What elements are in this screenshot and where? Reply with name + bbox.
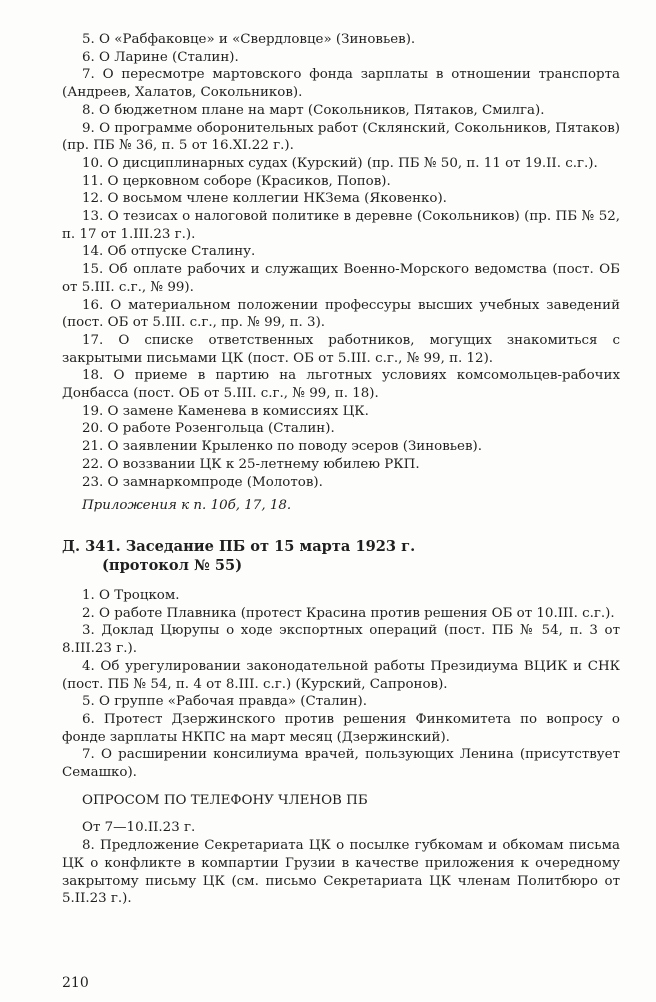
- agenda-item: 14. Об отпуске Сталину.: [82, 244, 256, 260]
- agenda-item: 6. Протест Дзержинского против решения Финкомитета по вопросу о фонде зарплаты НКПС на март месяц (Дзержинский).: [62, 711, 620, 745]
- heading-line-2: (протокол № 55): [102, 556, 243, 574]
- agenda-list-continued: [62, 31, 620, 491]
- page-body: [62, 31, 620, 908]
- agenda-item: 7. О пересмотре мартовского фонда зарплаты в отношении транспорта (Андреев, Халатов, Сокольников).: [62, 67, 620, 101]
- agenda-item: 5. О «Рабфаковце» и «Свердловце» (Зиновьев).: [82, 32, 416, 47]
- agenda-item: 22. О воззвании ЦК к 25-летнему юбилею РКП.: [82, 456, 420, 472]
- agenda-item: 12. О восьмом члене коллегии НКЗема (Яковенко).: [82, 191, 447, 207]
- document-heading: [62, 537, 620, 575]
- agenda-item: 18. О приеме в партию на льготных условиях комсомольцев-рабочих Донбасса (пост. ОБ от 5.III. с.г., № 99, п. 18).: [62, 368, 620, 402]
- agenda-item: 1. О Троцком.: [82, 587, 180, 603]
- heading-line-1: Д. 341. Заседание ПБ от 15 марта 1923 г.: [62, 537, 416, 555]
- agenda-item: 2. О работе Плавника (протест Красина против решения ОБ от 10.III. с.г.).: [82, 605, 615, 621]
- agenda-item: 7. О расширении консилиума врачей, пользующих Ленина (присутствует Семашко).: [62, 747, 620, 781]
- agenda-item: 9. О программе оборонительных работ (Склянский, Сокольников, Пятаков) (пр. ПБ № 36, п. 5 от 16.XI.22 г.).: [62, 120, 620, 154]
- phone-poll-date: От 7—10.II.23 г.: [82, 820, 196, 836]
- agenda-item: 17. О списке ответственных работников, могущих знакомиться с закрытыми письмами ЦК (пост. ОБ от 5.III. с.г., № 99, п. 12).: [62, 332, 620, 366]
- agenda-item: 21. О заявлении Крыленко по поводу эсеров (Зиновьев).: [82, 439, 482, 455]
- agenda-item: 6. О Ларине (Сталин).: [82, 49, 239, 65]
- agenda-item: 19. О замене Каменева в комиссиях ЦК.: [82, 403, 369, 419]
- agenda-item: 23. О замнаркомпроде (Молотов).: [82, 474, 323, 490]
- appendix-note: Приложения к п. 10б, 17, 18.: [82, 498, 292, 514]
- phone-poll-heading: ОПРОСОМ ПО ТЕЛЕФОНУ ЧЛЕНОВ ПБ: [82, 792, 368, 808]
- agenda-item: 8. Предложение Секретариата ЦК о посылке губкомам и обкомам письма ЦК о конфликте в компартии Грузии в качестве приложения к очередному закрытому письму ЦК (см. письмо Секретариата ЦК членам Политбюро от 5.II.23 г.).: [62, 838, 620, 907]
- agenda-item: 5. О группе «Рабочая правда» (Сталин).: [82, 694, 368, 710]
- agenda-item: 10. О дисциплинарных судах (Курский) (пр. ПБ № 50, п. 11 от 19.II. с.г.).: [82, 155, 598, 171]
- agenda-item: 16. О материальном положении профессуры высших учебных заведений (пост. ОБ от 5.III. с.г., пр. № 99, п. 3).: [62, 297, 620, 331]
- agenda-item: 8. О бюджетном плане на март (Сокольников, Пятаков, Смилга).: [82, 102, 545, 118]
- agenda-list-341: [62, 587, 620, 782]
- agenda-item: 11. О церковном соборе (Красиков, Попов).: [82, 173, 391, 189]
- agenda-item: 15. Об оплате рабочих и служащих Военно-Морского ведомства (пост. ОБ от 5.III. с.г., № 99).: [62, 262, 620, 295]
- agenda-item: 20. О работе Розенгольца (Сталин).: [82, 421, 335, 437]
- page-number: 210: [62, 975, 89, 991]
- agenda-item: 13. О тезисах о налоговой политике в деревне (Сокольников) (пр. ПБ № 52, п. 17 от 1.III.23 г.).: [62, 209, 620, 242]
- agenda-item: 3. Доклад Цюрупы о ходе экспортных операций (пост. ПБ № 54, п. 3 от 8.III.23 г.).: [62, 623, 620, 657]
- agenda-item: 4. Об урегулировании законодательной работы Президиума ВЦИК и СНК (пост. ПБ № 54, п. 4 от 8.III. с.г.) (Курский, Сапронов).: [62, 658, 620, 692]
